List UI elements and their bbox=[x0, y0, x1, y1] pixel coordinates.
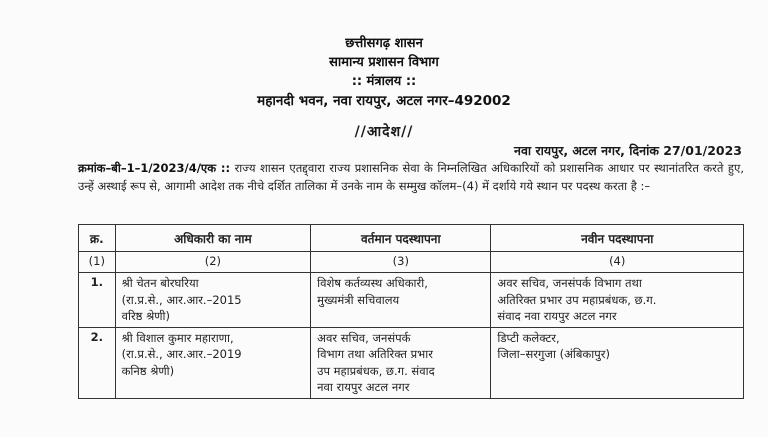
cell-line: कनिष्ठ श्रेणी) bbox=[121, 363, 175, 378]
cell-line: श्री विशाल कुमार महाराणा, bbox=[121, 330, 234, 345]
header-department: सामान्य प्रशासन विभाग bbox=[329, 55, 439, 70]
order-body-text: राज्य शासन एतद्द्वारा राज्य प्रशासनिक सेवा के निम्नलिखित अधिकारियों को प्रशासनिक आधार पर स्थानांतरित करते हुए, उन्हें अस्थाई रूप से, आगामी आदेश तक नीचे दर्शित तालिका में उनके नाम के सम्मुख कॉलम–(4) में दर्शाये गये स्थान पर पदस्थ करता है :– bbox=[78, 161, 745, 193]
col-number: (4) bbox=[491, 252, 744, 273]
col-number: (1) bbox=[79, 252, 116, 273]
cell-line: श्री चेतन बोरघरिया bbox=[121, 276, 199, 290]
cell-line: अतिरिक्त प्रभार उप महाप्रबंधक, छ.ग. bbox=[497, 292, 657, 307]
cell-line: संवाद नवा रायपुर अटल नगर bbox=[497, 309, 617, 323]
cell-line: उप महाप्रबंधक, छ.ग. संवाद bbox=[317, 363, 435, 378]
row-sn: 2. bbox=[79, 327, 116, 398]
column-number-row bbox=[79, 252, 744, 273]
table-header-row bbox=[79, 225, 744, 252]
current-posting-cell bbox=[311, 327, 491, 398]
order-number: क्रमांक–बी–1–1/2023/4/एक :: bbox=[78, 161, 231, 175]
officer-name-cell bbox=[115, 327, 311, 398]
table-row bbox=[79, 327, 744, 398]
header-ministry: :: मंत्रालय :: bbox=[351, 74, 417, 89]
cell-line: अवर सचिव, जनसंपर्क विभाग तथा bbox=[497, 276, 642, 290]
cell-line: विभाग तथा अतिरिक्त प्रभार bbox=[317, 347, 433, 361]
cell-line: वरिष्ठ श्रेणी) bbox=[121, 309, 171, 323]
col-header-current: वर्तमान पदस्थापना bbox=[311, 225, 491, 252]
col-number: (3) bbox=[311, 252, 491, 273]
place-date: नवा रायपुर, अटल नगर, दिनांक 27/01/2023 bbox=[514, 143, 742, 158]
cell-line: नवा रायपुर अटल नगर bbox=[317, 380, 410, 394]
col-header-new: नवीन पदस्थापना bbox=[491, 225, 744, 252]
cell-line: मुख्यमंत्री सचिवालय bbox=[317, 292, 400, 307]
cell-line: अवर सचिव, जनसंपर्क bbox=[317, 330, 411, 345]
new-posting-cell bbox=[491, 327, 744, 398]
table-row bbox=[79, 273, 744, 328]
officer-name-cell bbox=[115, 273, 311, 328]
col-number: (2) bbox=[115, 252, 311, 273]
col-header-name: अधिकारी का नाम bbox=[115, 225, 311, 252]
posting-table bbox=[78, 224, 744, 399]
col-header-sn: क्र. bbox=[79, 225, 116, 252]
header-address: महानदी भवन, नवा रायपुर, अटल नगर–492002 bbox=[257, 93, 511, 109]
current-posting-cell bbox=[311, 273, 491, 328]
order-paragraph bbox=[78, 160, 744, 195]
cell-line: जिला–सरगुजा (अंबिकापुर) bbox=[497, 347, 610, 361]
cell-line: विशेष कर्तव्यस्थ अधिकारी, bbox=[317, 276, 428, 290]
cell-line: (रा.प्र.से., आर.आर.–2015 bbox=[121, 292, 242, 307]
header-government: छत्तीसगढ़ शासन bbox=[345, 36, 423, 51]
cell-line: (रा.प्र.से., आर.आर.–2019 bbox=[121, 347, 242, 361]
new-posting-cell bbox=[491, 273, 744, 328]
row-sn: 1. bbox=[79, 273, 116, 328]
cell-line: डिप्टी कलेक्टर, bbox=[497, 330, 560, 345]
order-title: //आदेश// bbox=[354, 124, 414, 140]
